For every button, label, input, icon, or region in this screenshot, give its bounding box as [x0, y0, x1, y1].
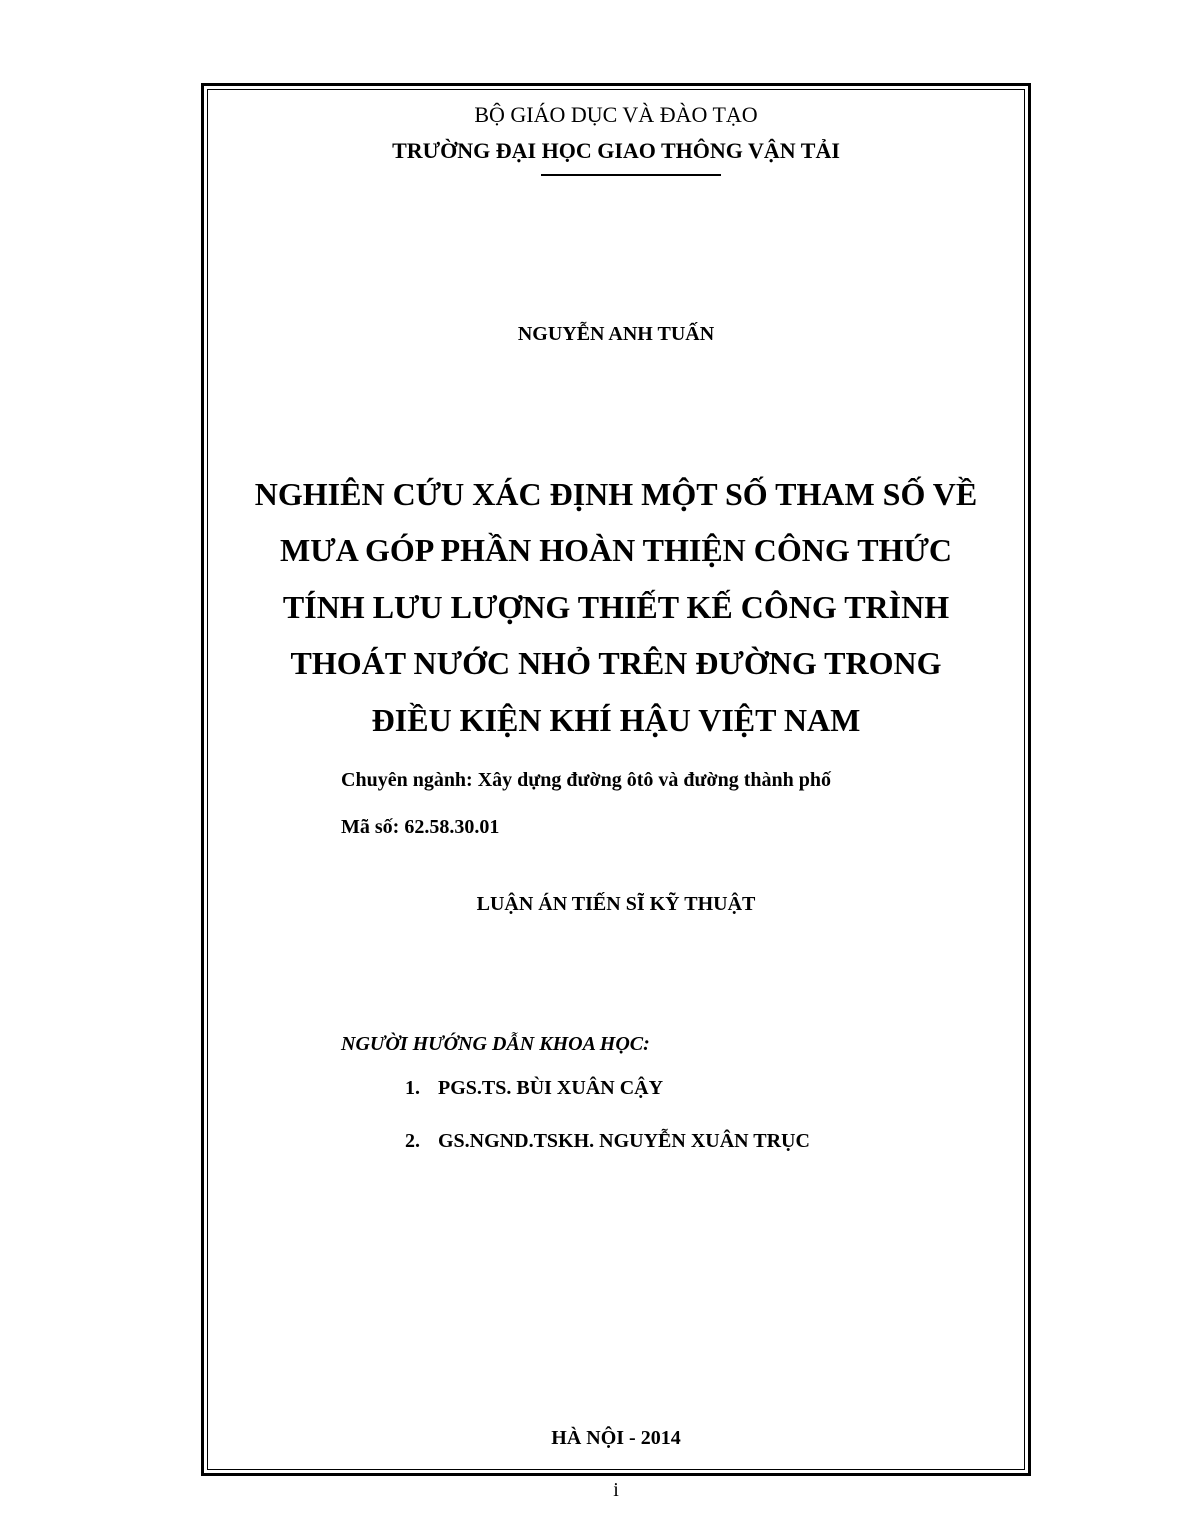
degree-title: LUẬN ÁN TIẾN SĨ KỸ THUẬT: [476, 893, 756, 915]
supervisor-item: [405, 1131, 810, 1151]
thesis-title-line: NGHIÊN CỨU XÁC ĐỊNH MỘT SỐ THAM SỐ VỀ: [254, 476, 978, 512]
author-name: NGUYỄN ANH TUẤN: [517, 323, 715, 345]
supervisor-name: PGS.TS. BÙI XUÂN CẬY: [438, 1077, 664, 1099]
header-divider: [541, 174, 721, 176]
page-number: i: [613, 1479, 619, 1501]
supervisor-item: [405, 1078, 663, 1098]
university-name: TRƯỜNG ĐẠI HỌC GIAO THÔNG VẬN TẢI: [392, 138, 840, 163]
supervisor-number: 2.: [405, 1130, 420, 1152]
supervisor-name: GS.NGND.TSKH. NGUYỄN XUÂN TRỤC: [438, 1130, 810, 1152]
major-code: Mã số: 62.58.30.01: [341, 816, 500, 838]
thesis-title-line: ĐIỀU KIỆN KHÍ HẬU VIỆT NAM: [371, 702, 861, 738]
major-label: Chuyên ngành: Xây dựng đường ôtô và đường thành phố: [341, 769, 831, 791]
place-date: HÀ NỘI - 2014: [551, 1427, 681, 1449]
thesis-title-line: THOÁT NƯỚC NHỎ TRÊN ĐƯỜNG TRONG: [290, 645, 942, 681]
supervisor-number: 1.: [405, 1077, 420, 1099]
thesis-title-line: TÍNH LƯU LƯỢNG THIẾT KẾ CÔNG TRÌNH: [282, 589, 950, 625]
thesis-title-line: MƯA GÓP PHẦN HOÀN THIỆN CÔNG THỨC: [279, 532, 953, 568]
supervisors-heading: NGƯỜI HƯỚNG DẪN KHOA HỌC:: [341, 1033, 650, 1055]
ministry-name: BỘ GIÁO DỤC VÀ ĐÀO TẠO: [474, 102, 758, 127]
